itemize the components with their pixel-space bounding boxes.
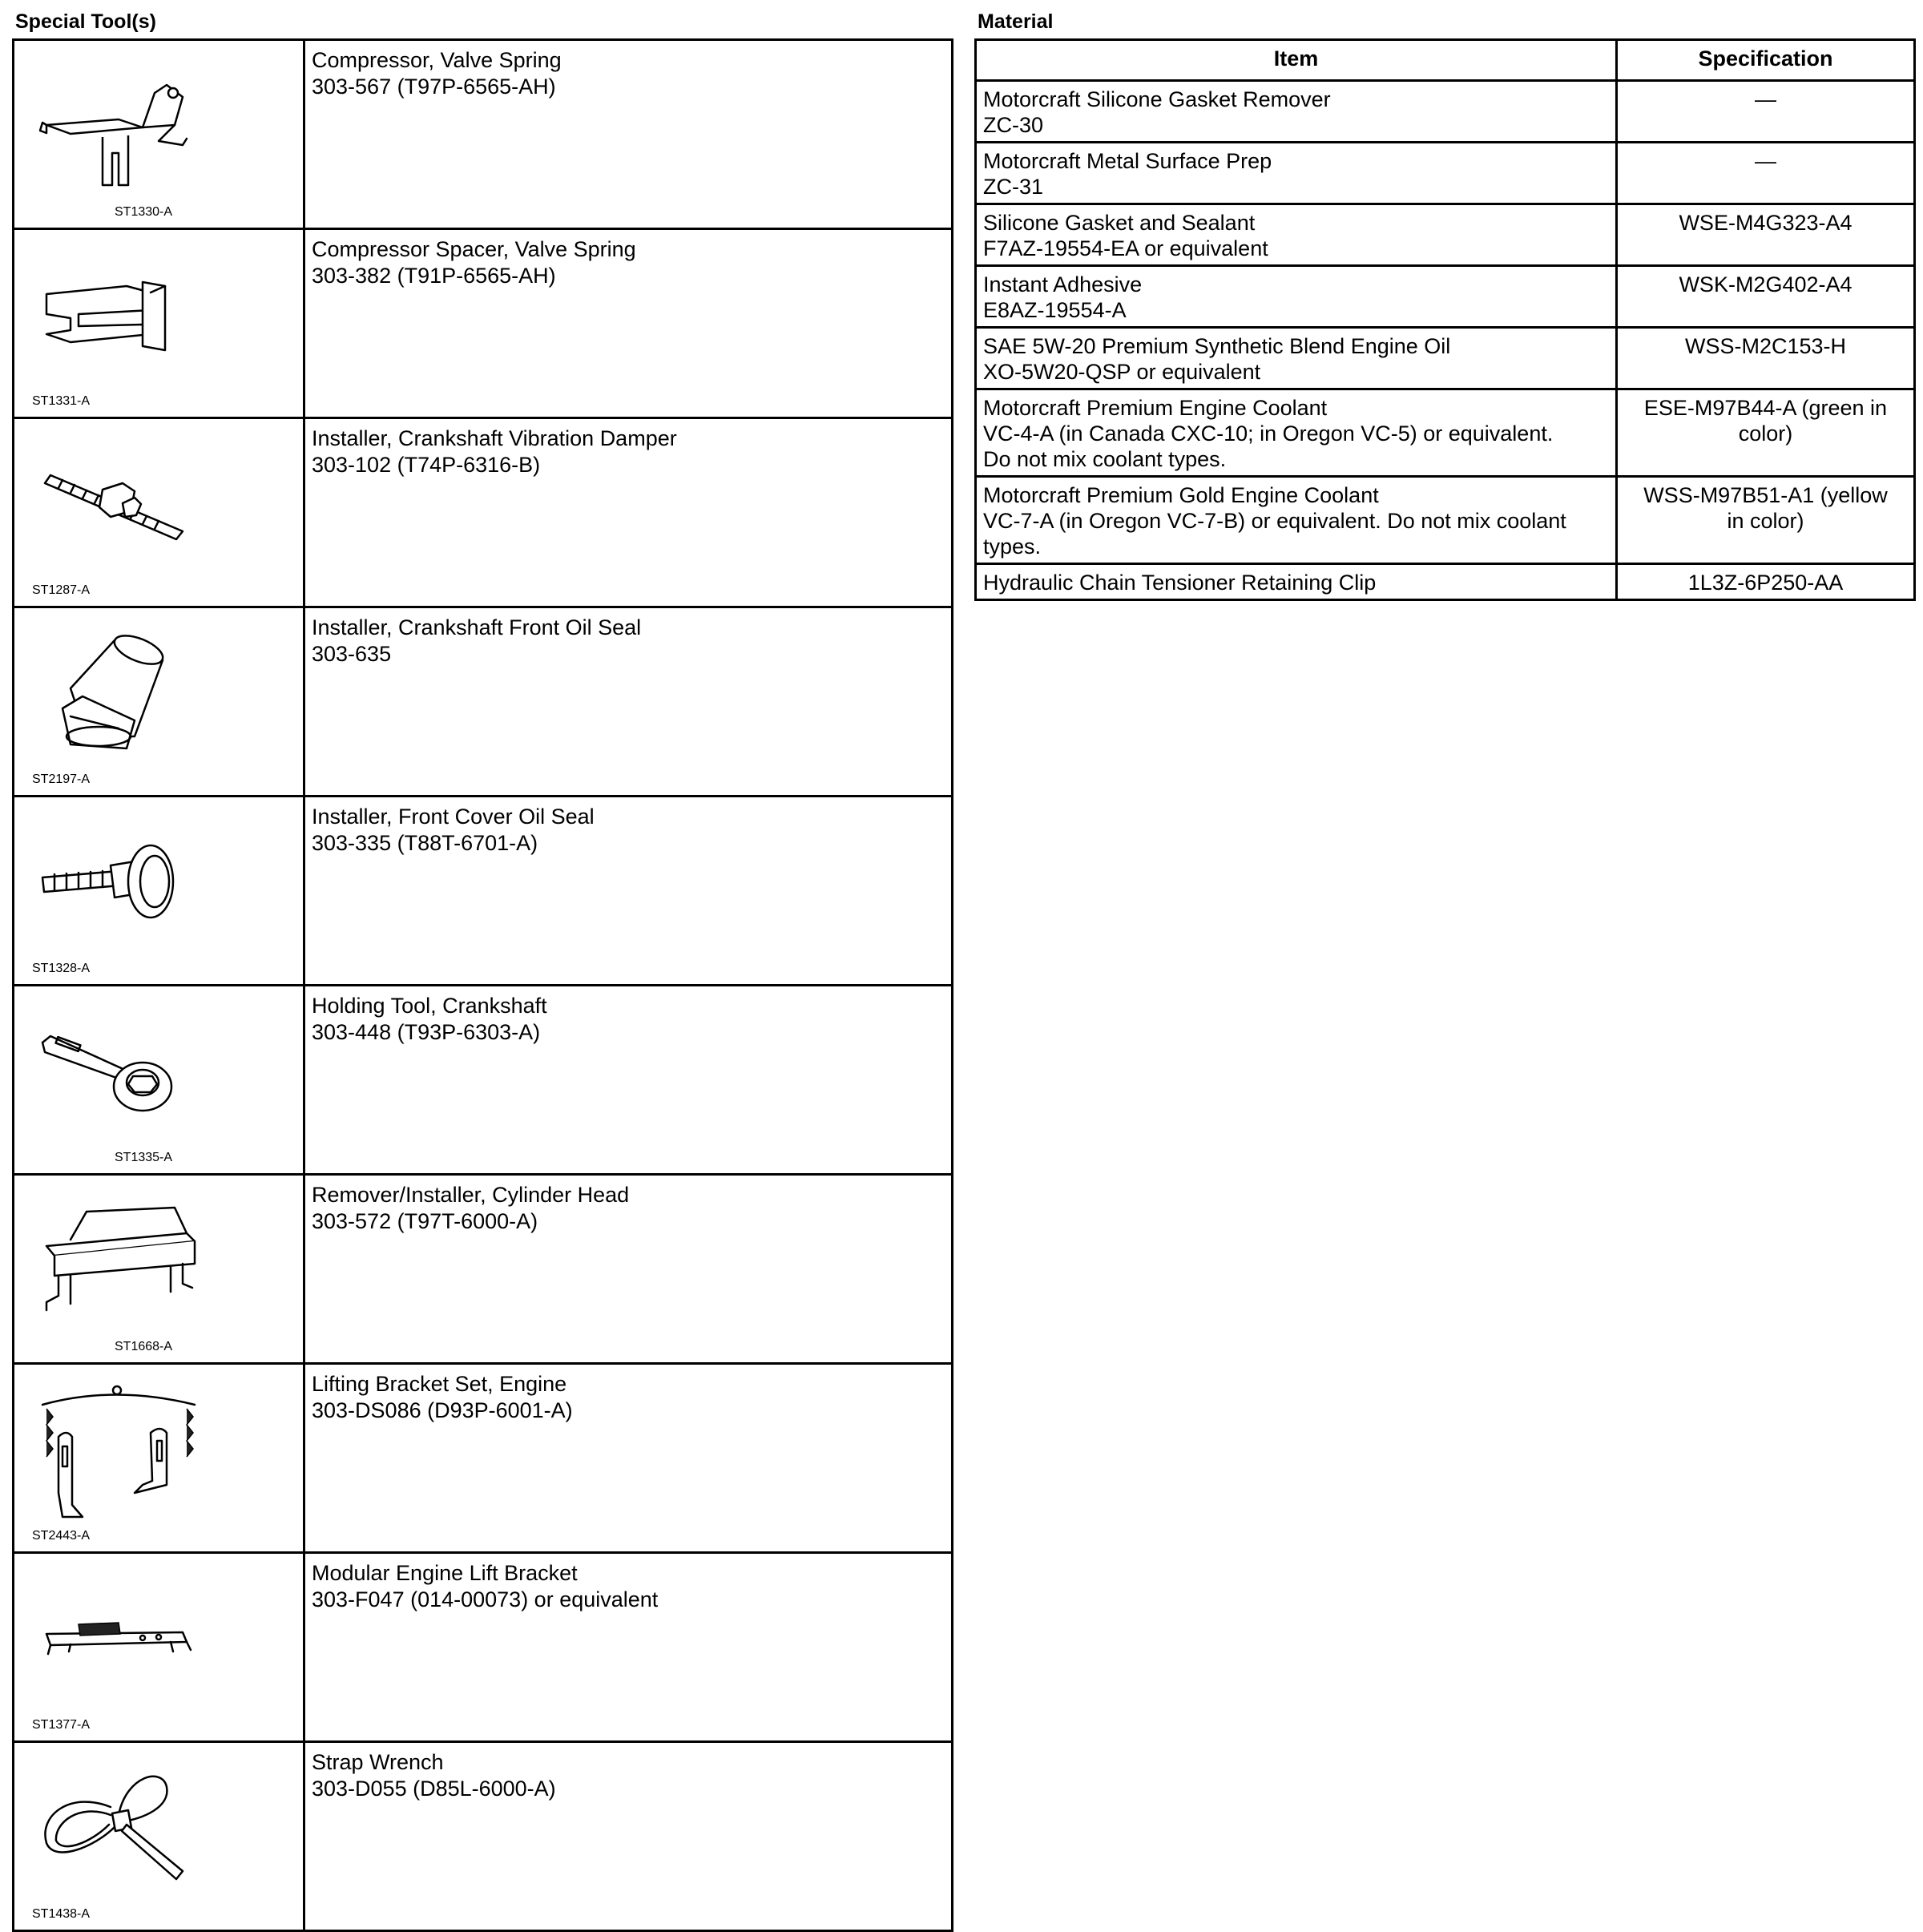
tool-row — [14, 797, 953, 986]
material-spec-line: in color) — [1727, 509, 1804, 533]
tool-number: 303-F047 (014-00073) or equivalent — [312, 1587, 659, 1611]
material-spec-line: — — [1755, 87, 1776, 111]
material-row — [976, 204, 1915, 266]
material-spec-cell — [1617, 389, 1915, 477]
material-row — [976, 564, 1915, 600]
tool-description-cell — [304, 986, 953, 1175]
compressor-spacer-icon — [22, 238, 295, 390]
tool-row — [14, 1364, 953, 1553]
tool-number: 303-D055 (D85L-6000-A) — [312, 1777, 556, 1801]
tool-code: ST1328-A — [32, 962, 91, 975]
cylinder-head-bracket-icon — [22, 1184, 295, 1336]
material-row — [976, 143, 1915, 204]
tool-image-cell — [14, 1364, 304, 1553]
tool-row — [14, 229, 953, 418]
material-item-cell — [976, 81, 1617, 143]
tool-number: 303-DS086 (D93P-6001-A) — [312, 1398, 573, 1422]
damper-installer-bolt-icon — [22, 427, 295, 579]
tool-description-cell — [304, 1364, 953, 1553]
material-spec-line: WSS-M2C153-H — [1684, 334, 1847, 358]
material-row — [976, 328, 1915, 389]
material-item-cell — [976, 328, 1617, 389]
tool-number: 303-572 (T97T-6000-A) — [312, 1209, 538, 1233]
special-tools-title: Special Tool(s) — [15, 10, 156, 33]
tool-row — [14, 418, 953, 607]
material-item-cell — [976, 143, 1617, 204]
material-item-line: E8AZ-19554-A — [983, 298, 1127, 322]
material-body — [976, 81, 1915, 600]
tool-code: ST2443-A — [32, 1529, 91, 1543]
tool-image-cell — [14, 1553, 304, 1742]
tool-code: ST1335-A — [115, 1151, 173, 1164]
material-spec-line: ESE-M97B44-A (green in — [1643, 396, 1888, 420]
tool-code: ST1331-A — [32, 394, 91, 408]
tool-code: ST1287-A — [32, 583, 91, 597]
tool-code: ST1438-A — [32, 1907, 91, 1921]
material-item-cell — [976, 389, 1617, 477]
tool-row — [14, 1742, 953, 1931]
tool-description-cell — [304, 607, 953, 797]
tool-name: Strap Wrench — [312, 1750, 444, 1774]
tool-number: 303-448 (T93P-6303-A) — [312, 1020, 541, 1044]
material-item-line: Motorcraft Silicone Gasket Remover — [983, 87, 1331, 111]
tool-description-cell — [304, 797, 953, 986]
tool-description-cell — [304, 1553, 953, 1742]
material-item-line: XO-5W20-QSP or equivalent — [983, 360, 1261, 384]
tool-description-cell — [304, 418, 953, 607]
material-row — [976, 389, 1915, 477]
tool-row — [14, 607, 953, 797]
material-row — [976, 81, 1915, 143]
specification-column-header: Specification — [1617, 40, 1915, 81]
tool-code: ST2197-A — [32, 772, 91, 786]
lifting-bracket-set-icon — [22, 1373, 295, 1525]
tool-code: ST1668-A — [115, 1340, 173, 1353]
material-spec-line: WSE-M4G323-A4 — [1679, 211, 1852, 235]
material-spec-cell — [1617, 143, 1915, 204]
tool-image-cell — [14, 229, 304, 418]
engine-lift-bracket-icon — [22, 1562, 295, 1714]
tool-number: 303-335 (T88T-6701-A) — [312, 831, 538, 855]
material-item-cell — [976, 266, 1617, 328]
material-item-line: F7AZ-19554-EA or equivalent — [983, 236, 1268, 260]
tool-image-cell — [14, 1175, 304, 1364]
material-header-row — [976, 40, 1915, 81]
tool-image-cell — [14, 607, 304, 797]
material-spec-line: color) — [1738, 421, 1793, 446]
tool-name: Lifting Bracket Set, Engine — [312, 1372, 567, 1396]
material-spec-line: WSS-M97B51-A1 (yellow — [1643, 483, 1888, 507]
crankshaft-holding-tool-icon — [22, 994, 295, 1147]
material-row — [976, 266, 1915, 328]
material-table — [974, 38, 1916, 601]
tool-name: Installer, Crankshaft Vibration Damper — [312, 426, 677, 450]
material-spec-cell — [1617, 81, 1915, 143]
material-item-line: ZC-31 — [983, 175, 1044, 199]
seal-installer-cup-icon — [22, 616, 295, 768]
material-item-line: ZC-30 — [983, 113, 1044, 137]
tool-row — [14, 986, 953, 1175]
tool-code: ST1330-A — [115, 205, 173, 219]
material-title: Material — [978, 10, 1054, 33]
material-spec-line: 1L3Z-6P250-AA — [1687, 571, 1844, 595]
tool-name: Holding Tool, Crankshaft — [312, 994, 547, 1018]
material-spec-line: WSK-M2G402-A4 — [1679, 272, 1852, 296]
material-spec-cell — [1617, 564, 1915, 600]
tool-image-cell — [14, 797, 304, 986]
tool-row — [14, 1553, 953, 1742]
tool-name: Installer, Front Cover Oil Seal — [312, 805, 595, 829]
material-item-line: Do not mix coolant types. — [983, 447, 1227, 471]
tool-name: Modular Engine Lift Bracket — [312, 1561, 578, 1585]
material-item-line: VC-7-A (in Oregon VC-7-B) or equivalent. Do not mix coolant — [983, 509, 1566, 533]
tool-image-cell — [14, 986, 304, 1175]
material-item-line: Motorcraft Premium Engine Coolant — [983, 396, 1328, 420]
tool-name: Compressor, Valve Spring — [312, 48, 562, 72]
material-item-line: VC-4-A (in Canada CXC-10; in Oregon VC-5) or equivalent. — [983, 421, 1554, 446]
tool-number: 303-635 — [312, 642, 392, 666]
material-item-line: Motorcraft Metal Surface Prep — [983, 149, 1272, 173]
material-spec-cell — [1617, 266, 1915, 328]
tool-description-cell — [304, 229, 953, 418]
strap-wrench-icon — [22, 1751, 295, 1903]
item-column-header: Item — [976, 40, 1617, 81]
material-item-line: Silicone Gasket and Sealant — [983, 211, 1256, 235]
material-item-line: Hydraulic Chain Tensioner Retaining Clip — [983, 571, 1377, 595]
tool-name: Remover/Installer, Cylinder Head — [312, 1183, 630, 1207]
special-tools-table — [12, 38, 953, 1932]
tool-number: 303-382 (T91P-6565-AH) — [312, 264, 556, 288]
tool-row — [14, 1175, 953, 1364]
tool-description-cell — [304, 40, 953, 229]
material-spec-cell — [1617, 477, 1915, 564]
tool-code: ST1377-A — [32, 1718, 91, 1732]
material-item-line: SAE 5W-20 Premium Synthetic Blend Engine Oil — [983, 334, 1451, 358]
tool-image-cell — [14, 1742, 304, 1931]
material-item-line: Motorcraft Premium Gold Engine Coolant — [983, 483, 1379, 507]
tool-image-cell — [14, 418, 304, 607]
material-item-cell — [976, 564, 1617, 600]
tool-description-cell — [304, 1175, 953, 1364]
material-item-line: Instant Adhesive — [983, 272, 1143, 296]
material-spec-cell — [1617, 204, 1915, 266]
material-item-cell — [976, 477, 1617, 564]
material-spec-line: — — [1755, 149, 1776, 173]
tool-number: 303-567 (T97P-6565-AH) — [312, 75, 556, 99]
tool-description-cell — [304, 1742, 953, 1931]
material-item-cell — [976, 204, 1617, 266]
material-spec-cell — [1617, 328, 1915, 389]
material-item-line: types. — [983, 534, 1042, 559]
front-cover-seal-installer-icon — [22, 805, 295, 958]
tool-image-cell — [14, 40, 304, 229]
tool-number: 303-102 (T74P-6316-B) — [312, 453, 541, 477]
tool-name: Compressor Spacer, Valve Spring — [312, 237, 636, 261]
material-row — [976, 477, 1915, 564]
tool-row — [14, 40, 953, 229]
valve-spring-compressor-icon — [22, 49, 295, 201]
tool-name: Installer, Crankshaft Front Oil Seal — [312, 615, 642, 639]
